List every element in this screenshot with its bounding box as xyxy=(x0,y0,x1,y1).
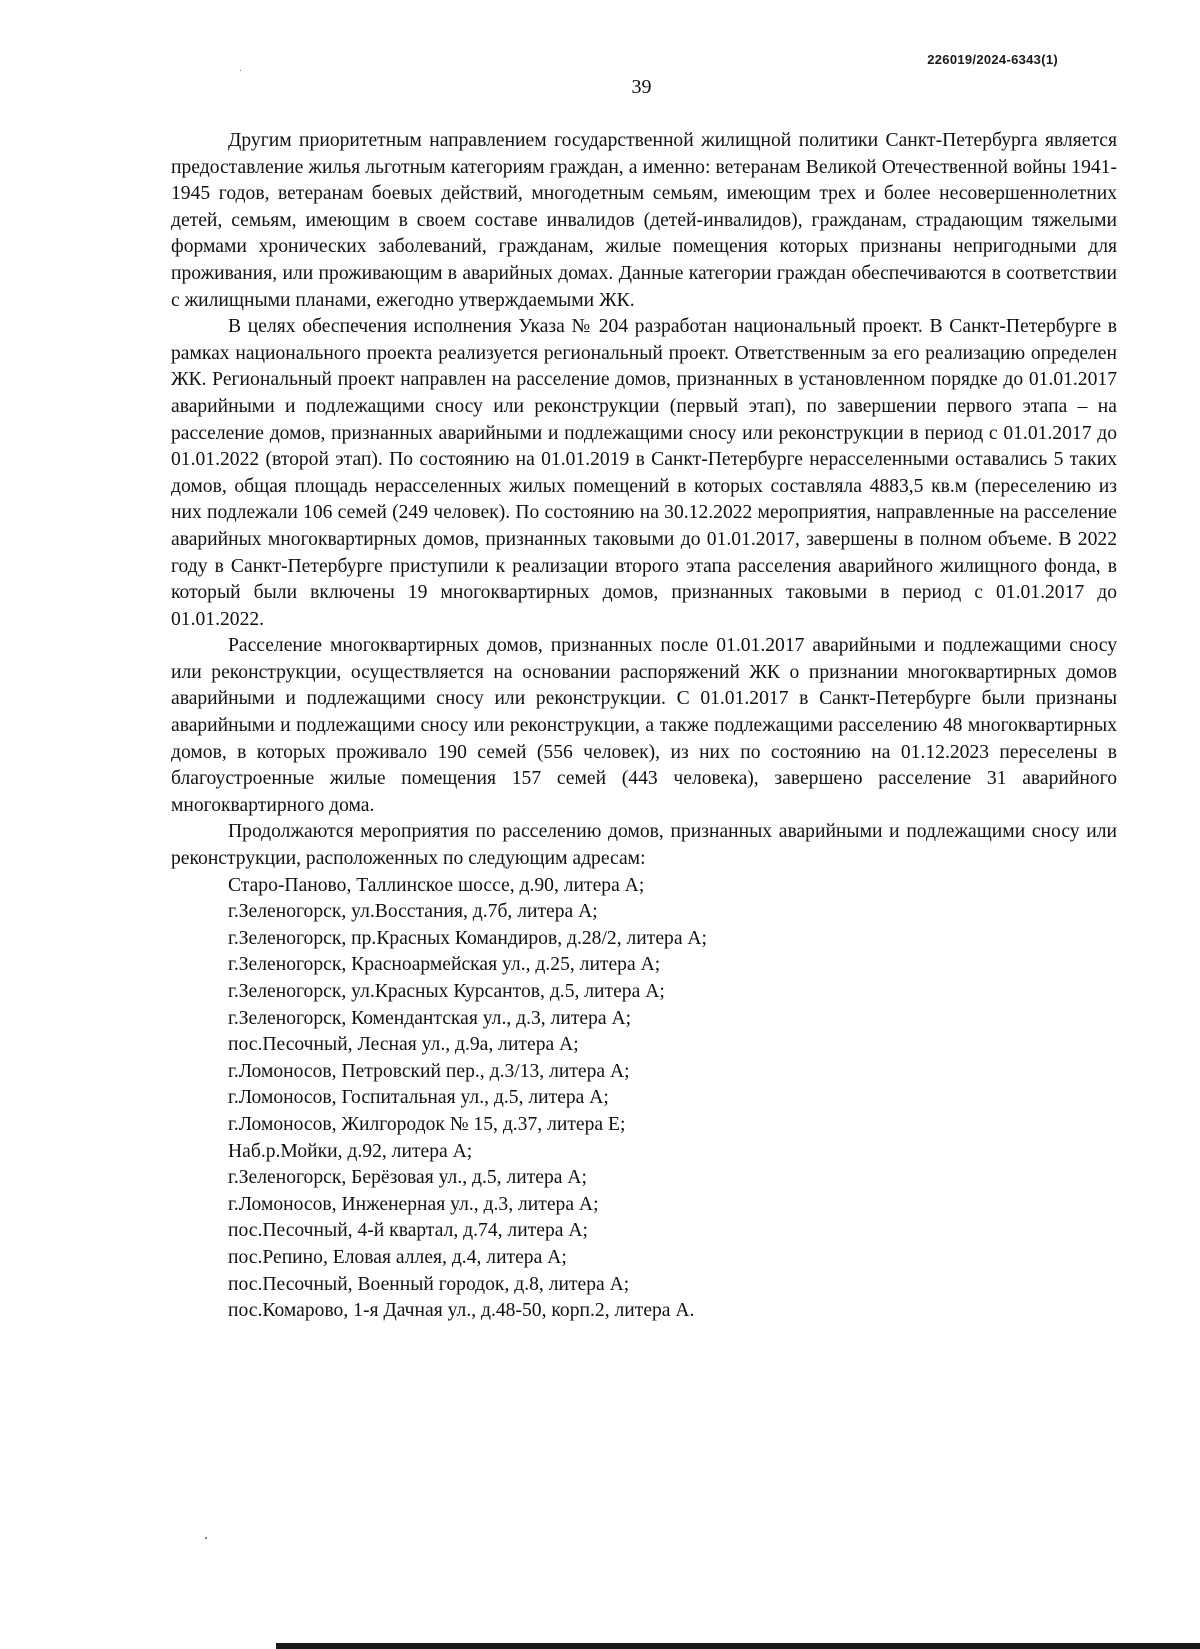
list-item: Наб.р.Мойки, д.92, литера А; xyxy=(228,1140,473,1162)
list-item: г.Ломоносов, Жилгородок № 15, д.37, литера Е; xyxy=(228,1113,626,1135)
list-item: г.Ломоносов, Петровский пер., д.3/13, литера А; xyxy=(228,1060,630,1082)
list-item: г.Зеленогорск, Берёзовая ул., д.5, литера А; xyxy=(228,1167,587,1189)
list-item: пос.Песочный, Лесная ул., д.9а, литера А; xyxy=(228,1034,579,1056)
paragraph-resettlement: Расселение многоквартирных домов, признанных после 01.01.2017 аварийными и подлежащими сносу или реконструкции, осуществляется на основании распоряжений ЖК о признании многоквартирных домов аварийными и подлежащими сносу или реконструкции. С 01.01.2017 в Санкт-Петербурге были признаны аварийными и подлежащими сносу или реконструкции, а также подлежащими расселению 48 многоквартирных домов, в которых проживало 190 семей (556 человек), из них по состоянию на 01.12.2023 переселены в благоустроенные жилые помещения 157 семей (443 человека), завершено расселение 31 аварийного многоквартирного дома. xyxy=(171,635,1117,816)
list-item: пос.Репино, Еловая аллея, д.4, литера А; xyxy=(228,1246,567,1268)
document-body xyxy=(171,128,1117,1325)
list-item: г.Зеленогорск, Красноармейская ул., д.25, литера А; xyxy=(228,954,661,976)
document-id: 226019/2024-6343(1) xyxy=(927,52,1058,67)
list-item: Старо-Паново, Таллинское шоссе, д.90, литера А; xyxy=(228,874,645,896)
list-item: пос.Комарово, 1-я Дачная ул., д.48-50, корп.2, литера А. xyxy=(228,1300,695,1322)
scan-speck xyxy=(205,1537,207,1539)
scan-bottom-edge xyxy=(276,1643,1200,1649)
paragraph-national-project: В целях обеспечения исполнения Указа № 204 разработан национальный проект. В Санкт-Петербурге в рамках национального проекта реализуется региональный проект. Ответственным за его реализацию определен ЖК. Региональный проект направлен на расселение домов, признанных в установленном порядке до 01.01.2017 аварийными и подлежащими сносу или реконструкции (первый этап), по завершении первого этапа – на расселение домов, признанных аварийными и подлежащими сносу или реконструкции в период с 01.01.2017 до 01.01.2022 (второй этап). По состоянию на 01.01.2019 в Санкт-Петербурге нерасселенными оставались 5 таких домов, общая площадь нерасселенных жилых помещений в которых составляла 4883,5 кв.м (переселению из них подлежали 106 семей (249 человек). По состоянию на 30.12.2022 мероприятия, направленные на расселение аварийных многоквартирных домов, признанных таковыми до 01.01.2017, завершены в полном объеме. В 2022 году в Санкт-Петербурге приступили к реализации второго этапа расселения аварийного жилищного фонда, в который были включены 19 многоквартирных домов, признанных таковыми в период с 01.01.2017 до 01.01.2022. xyxy=(171,316,1117,630)
list-item: г.Зеленогорск, ул.Восстания, д.7б, литера А; xyxy=(228,901,598,923)
paragraph-housing-policy: Другим приоритетным направлением государственной жилищной политики Санкт-Петербурга является предоставление жилья льготным категориям граждан, а именно: ветеранам Великой Отечественной войны 1941-1945 годов, ветеранам боевых действий, многодетным семьям, имеющим трех и более несовершеннолетних детей, семьям, имеющим в своем составе инвалидов (детей-инвалидов), гражданам, страдающим тяжелыми формами хронических заболеваний, гражданам, жилые помещения которых признаны непригодными для проживания, или проживающим в аварийных домах. Данные категории граждан обеспечиваются в соответствии с жилищными планами, ежегодно утверждаемыми ЖК. xyxy=(171,130,1117,311)
list-item: г.Зеленогорск, ул.Красных Курсантов, д.5, литера А; xyxy=(228,981,665,1002)
list-item: г.Зеленогорск, Комендантская ул., д.3, литера А; xyxy=(228,1007,632,1029)
address-list xyxy=(171,873,1117,1325)
list-item: г.Ломоносов, Инженерная ул., д.3, литера А; xyxy=(228,1193,599,1215)
list-item: пос.Песочный, Военный городок, д.8, литера А; xyxy=(228,1273,630,1295)
paragraph-ongoing-measures: Продолжаются мероприятия по расселению домов, признанных аварийными и подлежащими сносу или реконструкции, расположенных по следующим адресам: xyxy=(171,821,1117,870)
list-item: г.Ломоносов, Госпитальная ул., д.5, литера А; xyxy=(228,1087,609,1109)
list-item: г.Зеленогорск, пр.Красных Командиров, д.28/2, литера А; xyxy=(228,927,708,949)
list-item: пос.Песочный, 4-й квартал, д.74, литера А; xyxy=(228,1220,588,1242)
scan-speck xyxy=(240,70,241,71)
page-number: 39 xyxy=(631,76,652,98)
